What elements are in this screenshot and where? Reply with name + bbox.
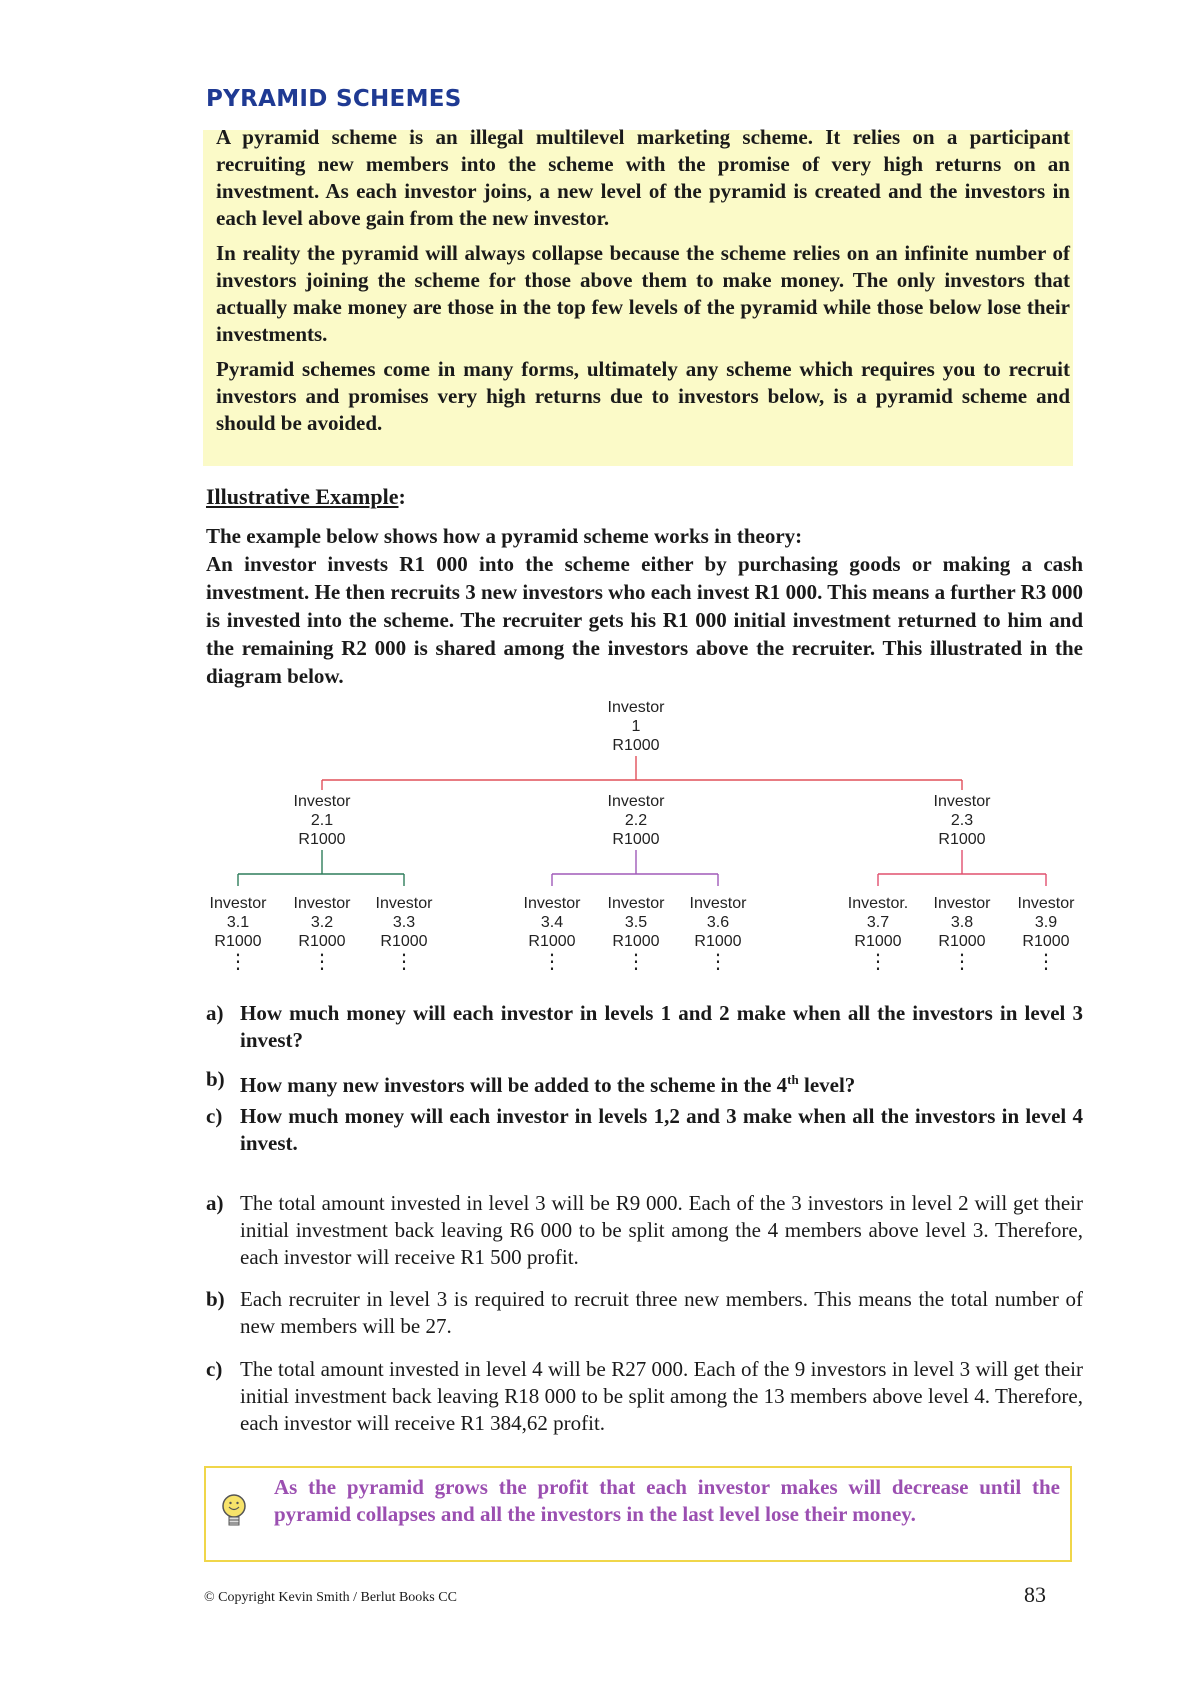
investor-id: 1 xyxy=(631,718,641,735)
investor-amount: R1000 xyxy=(938,933,986,950)
investor-label: Investor xyxy=(689,895,747,912)
answer-text: The total amount invested in level 3 will be R9 000. Each of the 3 investors in level 2 will get their initial investment back leaving R6 000 to be split among the 4 members above level 3. Therefore, each investor will receive R1 500 profit. xyxy=(240,1191,1083,1269)
answer-label: a) xyxy=(206,1191,224,1215)
question-text-part: How many new investors will be added to the scheme in the 4 xyxy=(240,1073,788,1097)
example-heading-text: Illustrative Example xyxy=(206,484,399,509)
investor-node xyxy=(294,895,352,973)
investor-node xyxy=(608,793,666,848)
investor-node xyxy=(848,895,908,973)
continuation-dots: ⋮ xyxy=(312,949,332,973)
continuation-dots: ⋮ xyxy=(952,949,972,973)
investor-label: Investor xyxy=(293,895,351,912)
investor-id: 3.7 xyxy=(866,914,890,931)
investor-amount: R1000 xyxy=(298,831,346,848)
investor-label: Investor xyxy=(523,895,581,912)
answer-b xyxy=(206,1286,1083,1340)
question-a xyxy=(206,1000,1083,1054)
continuation-dots: ⋮ xyxy=(868,949,888,973)
question-label: a) xyxy=(206,1001,224,1025)
answer-c xyxy=(206,1356,1083,1437)
pyramid-diagram xyxy=(200,696,1090,996)
intro-paragraph-2: In reality the pyramid will always collapse because the scheme relies on an infinite number of investors joining the scheme for those above them to make money. The only investors that actually make money are those in the top few levels of the pyramid while those below lose their investments. xyxy=(216,241,1070,346)
example-heading xyxy=(206,484,406,510)
investor-amount: R1000 xyxy=(1022,933,1070,950)
investor-nodes xyxy=(210,699,1076,973)
investor-id: 3.6 xyxy=(706,914,730,931)
investor-label: Investor xyxy=(1017,895,1075,912)
investor-amount: R1000 xyxy=(612,831,660,848)
question-text xyxy=(240,1066,1083,1099)
investor-label: Investor xyxy=(375,895,433,912)
continuation-dots: ⋮ xyxy=(542,949,562,973)
investor-id: 3.8 xyxy=(950,914,974,931)
question-text: How much money will each investor in levels 1 and 2 make when all the investors in level 3 invest? xyxy=(240,1001,1083,1052)
answer-text: The total amount invested in level 4 will be R27 000. Each of the 9 investors in level 3 will get their initial investment back leaving R18 000 to be split among the 13 members above level 4. Therefore, each investor will receive R1 384,62 profit. xyxy=(240,1357,1083,1435)
intro-paragraph-3: Pyramid schemes come in many forms, ultimately any scheme which requires you to recruit investors and promises very high returns due to investors below, is a pyramid scheme and should be avoided. xyxy=(216,357,1070,435)
copyright: © Copyright Kevin Smith / Berlut Books CC xyxy=(204,1590,457,1605)
question-label: b) xyxy=(206,1067,225,1091)
page-title: PYRAMID SCHEMES xyxy=(206,86,462,112)
continuation-dots: ⋮ xyxy=(394,949,414,973)
investor-node xyxy=(608,699,666,754)
answer-label: c) xyxy=(206,1357,223,1381)
intro-paragraph-1: A pyramid scheme is an illegal multilevel marketing scheme. It relies on a participant recruiting new members into the scheme with the promise of very high returns on an investment. As each investor joins, a new level of the pyramid is created and the investors in each level above gain from the new investor. xyxy=(216,125,1070,230)
investor-node xyxy=(376,895,434,973)
investor-label: Investor xyxy=(293,793,351,810)
investor-id: 3.3 xyxy=(392,914,416,931)
investor-id: 3.1 xyxy=(226,914,250,931)
investor-amount: R1000 xyxy=(612,933,660,950)
example-line-1: The example below shows how a pyramid scheme works in theory: xyxy=(206,524,803,548)
continuation-dots: ⋮ xyxy=(708,949,728,973)
investor-amount: R1000 xyxy=(612,737,660,754)
investor-id: 3.9 xyxy=(1034,914,1058,931)
investor-id: 3.5 xyxy=(624,914,648,931)
investor-amount: R1000 xyxy=(528,933,576,950)
question-c xyxy=(206,1103,1083,1157)
investor-node xyxy=(294,793,352,848)
continuation-dots: ⋮ xyxy=(626,949,646,973)
investor-amount: R1000 xyxy=(214,933,262,950)
question-b xyxy=(206,1066,1083,1099)
question-text-part: level? xyxy=(798,1073,856,1097)
example-heading-colon: : xyxy=(398,484,406,509)
investor-amount: R1000 xyxy=(298,933,346,950)
page-number: 83 xyxy=(1024,1582,1046,1607)
investor-node xyxy=(690,895,748,973)
investor-id: 3.2 xyxy=(310,914,334,931)
investor-node xyxy=(524,895,582,973)
investor-amount: R1000 xyxy=(694,933,742,950)
answer-label: b) xyxy=(206,1287,225,1311)
investor-label: Investor xyxy=(607,793,665,810)
question-text: How much money will each investor in levels 1,2 and 3 make when all the investors in level 4 invest. xyxy=(240,1104,1083,1155)
continuation-dots: ⋮ xyxy=(1036,949,1056,973)
investor-id: 2.1 xyxy=(310,812,334,829)
investor-node xyxy=(210,895,268,973)
question-label: c) xyxy=(206,1104,223,1128)
superscript: th xyxy=(787,1072,799,1087)
investor-amount: R1000 xyxy=(380,933,428,950)
investor-label: Investor xyxy=(607,895,665,912)
investor-id: 2.2 xyxy=(624,812,648,829)
lightbulb-icon xyxy=(216,1490,252,1538)
investor-label: Investor. xyxy=(847,895,909,912)
answer-a xyxy=(206,1190,1083,1271)
investor-node xyxy=(934,793,992,848)
investor-label: Investor xyxy=(933,793,991,810)
investor-amount: R1000 xyxy=(854,933,902,950)
example-body: An investor invests R1 000 into the scheme either by purchasing goods or making a cash investment. He then recruits 3 new investors who each invest R1 000. This means a further R3 000 is invested into the scheme. The recruiter gets his R1 000 initial investment returned to him and the remaining R2 000 is shared among the investors above the recruiter. This illustrated in the diagram below. xyxy=(206,552,1083,688)
investor-id: 3.4 xyxy=(540,914,564,931)
investor-id: 2.3 xyxy=(950,812,974,829)
note-text: As the pyramid grows the profit that each investor makes will decrease until the pyramid collapses and all the investors in the last level lose their money. xyxy=(274,1475,1060,1526)
investor-label: Investor xyxy=(607,699,665,716)
answer-text: Each recruiter in level 3 is required to recruit three new members. This means the total number of new members will be 27. xyxy=(240,1287,1083,1338)
investor-amount: R1000 xyxy=(938,831,986,848)
investor-node xyxy=(934,895,992,973)
investor-node xyxy=(1018,895,1076,973)
investor-label: Investor xyxy=(209,895,267,912)
continuation-dots: ⋮ xyxy=(228,949,248,973)
investor-node xyxy=(608,895,666,973)
investor-label: Investor xyxy=(933,895,991,912)
